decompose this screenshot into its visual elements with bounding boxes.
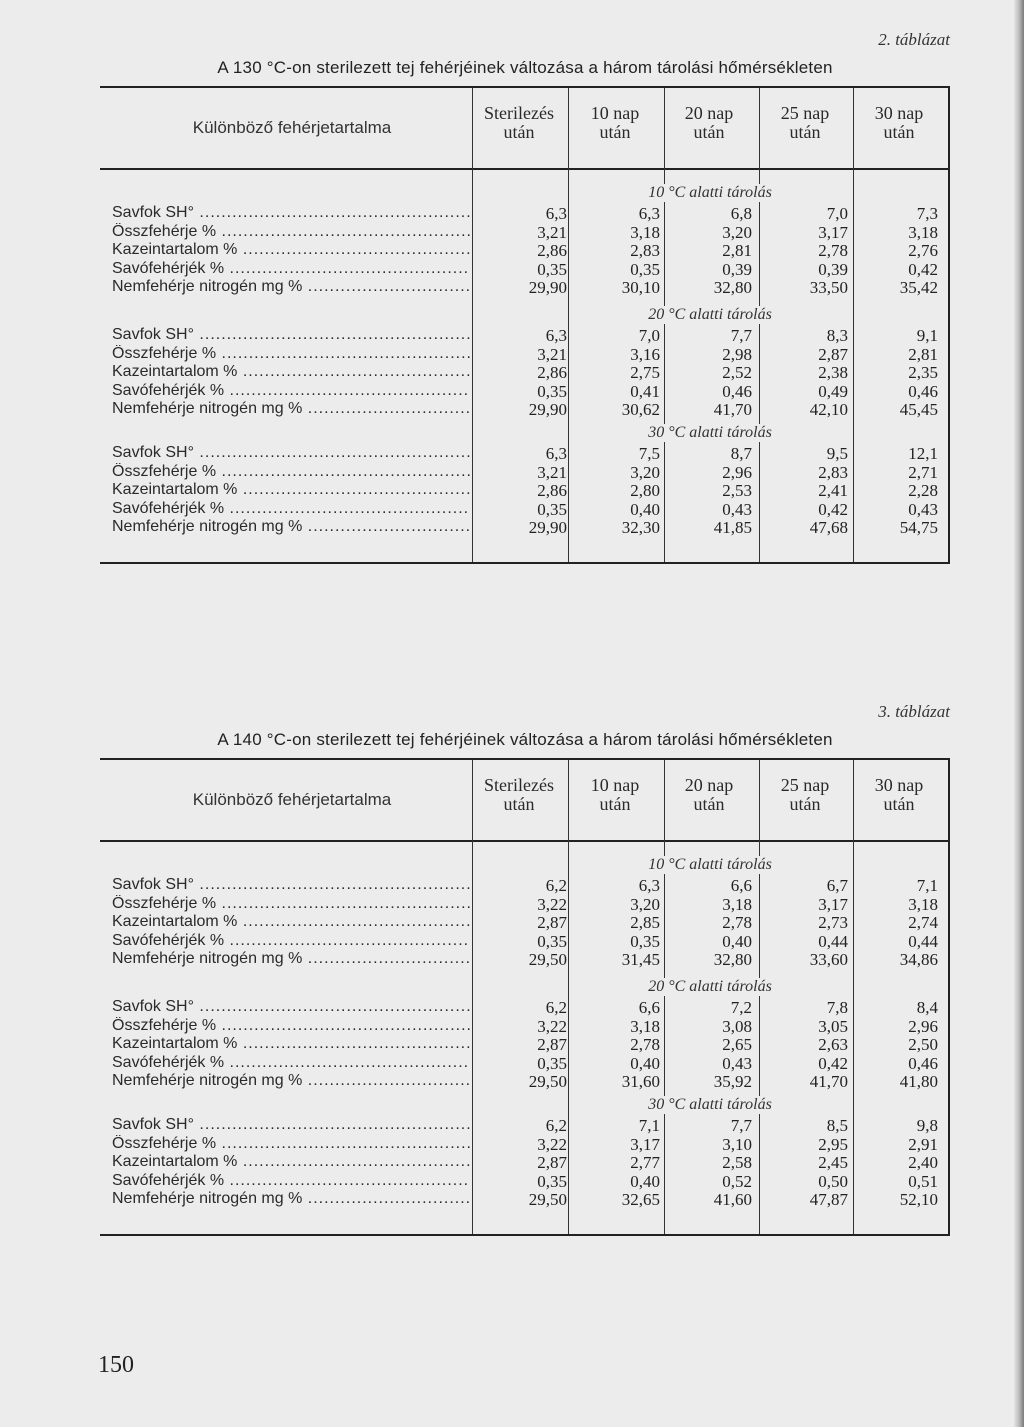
cell-value: 0,35 (537, 259, 567, 279)
cell-value: 3,05 (818, 1016, 848, 1036)
table-3-block (100, 702, 950, 1236)
cell-value: 0,40 (630, 1171, 660, 1191)
cell-value: 7,7 (730, 326, 752, 345)
header-column (568, 776, 662, 814)
cell-value: 2,87 (537, 1035, 567, 1054)
table-row (112, 1190, 948, 1209)
header-line-2: után (693, 794, 725, 814)
row-label: Savfok SH° ..... (112, 326, 470, 344)
table-row (112, 481, 948, 500)
header-line-1: 25 nap (780, 775, 830, 795)
cell-value: 3,21 (537, 222, 567, 242)
header-column (472, 776, 566, 814)
row-label: Savófehérjék % ..... (112, 500, 470, 518)
table-row (112, 204, 948, 223)
cell-value: 0,41 (630, 381, 660, 401)
row-label: Kazeintartalom % ..... (112, 241, 470, 259)
table-row (112, 998, 948, 1017)
cell-value: 0,40 (630, 499, 660, 519)
header-first-column: Különböző fehérjetartalma (192, 118, 392, 137)
table-header (100, 88, 948, 168)
row-label: Kazeintartalom % ..... (112, 363, 470, 381)
header-line-2: után (693, 122, 725, 142)
cell-value: 3,20 (630, 894, 660, 914)
cell-value: 2,50 (908, 1035, 938, 1054)
cell-value: 3,10 (722, 1134, 752, 1154)
cell-value: 6,6 (638, 998, 660, 1017)
cell-value: 31,60 (621, 1072, 660, 1091)
column-divider (759, 88, 760, 562)
cell-value: 2,96 (908, 1016, 938, 1036)
row-label: Nemfehérje nitrogén mg % ..... (112, 1072, 470, 1090)
cell-value: 3,20 (722, 222, 752, 242)
cell-value: 7,0 (638, 326, 660, 345)
row-label: Összfehérje % ..... (112, 345, 470, 363)
row-label: Kazeintartalom % ..... (112, 481, 470, 499)
cell-value: 3,22 (537, 1016, 567, 1036)
cell-value: 2,83 (818, 462, 848, 482)
cell-value: 3,17 (630, 1134, 660, 1154)
table-row (112, 382, 948, 401)
cell-value: 2,81 (722, 241, 752, 260)
cell-value: 2,58 (722, 1153, 752, 1172)
row-label: Nemfehérje nitrogén mg % ..... (112, 518, 470, 536)
header-line-2: után (883, 794, 915, 814)
table-2-block (100, 30, 950, 564)
cell-value: 3,22 (537, 1134, 567, 1154)
cell-value: 3,18 (630, 1016, 660, 1036)
cell-value: 3,16 (630, 344, 660, 364)
cell-value: 8,7 (730, 444, 752, 463)
row-label: Kazeintartalom % ..... (112, 1153, 470, 1171)
cell-value: 6,8 (730, 204, 752, 223)
row-label: Savófehérjék % ..... (112, 932, 470, 950)
column-divider (853, 88, 854, 562)
cell-value: 0,46 (722, 381, 752, 401)
table-caption: A 140 °C-on sterilezett tej fehérjéinek változása a három tárolási hőmérsékleten (217, 730, 833, 749)
row-label: Savófehérjék % ..... (112, 1054, 470, 1072)
cell-value: 0,44 (908, 931, 938, 951)
cell-value: 2,81 (908, 344, 938, 364)
cell-value: 0,49 (818, 381, 848, 401)
table-row (112, 326, 948, 345)
table-row (112, 278, 948, 297)
cell-value: 6,6 (730, 876, 752, 895)
cell-value: 3,17 (818, 222, 848, 242)
cell-value: 52,10 (899, 1190, 938, 1209)
table-row (112, 500, 948, 519)
table-row (112, 1135, 948, 1154)
column-divider (759, 760, 760, 1234)
header-column (758, 104, 852, 142)
row-label: Összfehérje % ..... (112, 1017, 470, 1035)
table-row (112, 1072, 948, 1091)
cell-value: 2,87 (818, 344, 848, 364)
row-label: Nemfehérje nitrogén mg % ..... (112, 278, 470, 296)
table-row (112, 223, 948, 242)
cell-value: 2,86 (537, 481, 567, 500)
cell-value: 0,42 (908, 259, 938, 279)
cell-value: 32,30 (621, 518, 660, 537)
cell-value: 8,3 (826, 326, 848, 345)
cell-value: 2,96 (722, 462, 752, 482)
header-column (758, 776, 852, 814)
cell-value: 6,3 (638, 876, 660, 895)
cell-value: 7,1 (638, 1116, 660, 1135)
cell-value: 7,8 (826, 998, 848, 1017)
table-row (112, 241, 948, 260)
cell-value: 0,35 (537, 1053, 567, 1073)
cell-value: 0,40 (630, 1053, 660, 1073)
header-line-2: után (883, 122, 915, 142)
header-line-1: 20 nap (684, 775, 734, 795)
cell-value: 2,28 (908, 481, 938, 500)
cell-value: 47,68 (809, 518, 848, 537)
header-line-1: 10 nap (590, 775, 640, 795)
table-row (112, 463, 948, 482)
cell-value: 2,74 (908, 913, 938, 932)
header-line-1: 30 nap (874, 103, 924, 123)
row-label: Savófehérjék % ..... (112, 260, 470, 278)
cell-value: 32,80 (713, 278, 752, 297)
cell-value: 29,90 (528, 400, 567, 419)
header-line-2: után (503, 794, 535, 814)
table-row (112, 1116, 948, 1135)
cell-value: 2,38 (818, 363, 848, 382)
cell-value: 2,80 (630, 481, 660, 500)
cell-value: 7,5 (638, 444, 660, 463)
cell-value: 2,87 (537, 1153, 567, 1172)
cell-value: 3,21 (537, 344, 567, 364)
table-row (112, 1054, 948, 1073)
table-body (100, 842, 948, 1234)
cell-value: 31,45 (621, 950, 660, 969)
column-divider (853, 760, 854, 1234)
row-label: Savfok SH° ..... (112, 204, 470, 222)
cell-value: 9,1 (916, 326, 938, 345)
row-label: Nemfehérje nitrogén mg % ..... (112, 950, 470, 968)
row-label: Nemfehérje nitrogén mg % ..... (112, 1190, 470, 1208)
column-divider (472, 88, 473, 562)
cell-value: 6,2 (545, 998, 567, 1017)
cell-value: 6,3 (545, 326, 567, 345)
cell-value: 30,62 (621, 400, 660, 419)
row-label: Nemfehérje nitrogén mg % ..... (112, 400, 470, 418)
cell-value: 29,50 (528, 1072, 567, 1091)
header-column (852, 104, 946, 142)
cell-value: 30,10 (621, 278, 660, 297)
cell-value: 0,42 (818, 1053, 848, 1073)
cell-value: 2,91 (908, 1134, 938, 1154)
group-title: 10 °C alatti tárolás (570, 856, 850, 874)
cell-value: 2,78 (722, 913, 752, 932)
row-label: Savfok SH° ..... (112, 1116, 470, 1134)
row-label: Savfok SH° ..... (112, 998, 470, 1016)
cell-value: 2,65 (722, 1035, 752, 1054)
cell-value: 0,46 (908, 381, 938, 401)
cell-value: 6,2 (545, 1116, 567, 1135)
column-divider (664, 760, 665, 1234)
header-line-1: 20 nap (684, 103, 734, 123)
group-title: 30 °C alatti tárolás (570, 424, 850, 442)
cell-value: 3,20 (630, 462, 660, 482)
cell-value: 0,35 (630, 259, 660, 279)
cell-value: 34,86 (899, 950, 938, 969)
cell-value: 0,50 (818, 1171, 848, 1191)
cell-value: 0,44 (818, 931, 848, 951)
cell-value: 2,53 (722, 481, 752, 500)
row-label: Savófehérjék % ..... (112, 382, 470, 400)
cell-value: 41,60 (713, 1190, 752, 1209)
cell-value: 2,45 (818, 1153, 848, 1172)
row-label: Savfok SH° ..... (112, 444, 470, 462)
cell-value: 2,78 (630, 1035, 660, 1054)
header-line-2: után (503, 122, 535, 142)
row-label: Savófehérjék % ..... (112, 1172, 470, 1190)
cell-value: 0,35 (630, 931, 660, 951)
cell-value: 2,76 (908, 241, 938, 260)
cell-value: 0,35 (537, 931, 567, 951)
table-row (112, 1153, 948, 1172)
cell-value: 3,21 (537, 462, 567, 482)
column-divider (664, 88, 665, 562)
table-row (112, 363, 948, 382)
cell-value: 0,39 (722, 259, 752, 279)
page-number: 150 (98, 1352, 134, 1378)
table-header (100, 760, 948, 840)
cell-value: 9,5 (826, 444, 848, 463)
cell-value: 3,08 (722, 1016, 752, 1036)
cell-value: 2,35 (908, 363, 938, 382)
cell-value: 2,77 (630, 1153, 660, 1172)
column-divider (568, 88, 569, 562)
cell-value: 2,71 (908, 462, 938, 482)
cell-value: 7,7 (730, 1116, 752, 1135)
page-edge-shadow (1014, 0, 1024, 1427)
table-frame (100, 86, 950, 564)
group-title: 20 °C alatti tárolás (570, 306, 850, 324)
header-column (662, 776, 756, 814)
cell-value: 33,50 (809, 278, 848, 297)
column-divider (568, 760, 569, 1234)
cell-value: 41,85 (713, 518, 752, 537)
table-row (112, 1035, 948, 1054)
table-row (112, 950, 948, 969)
cell-value: 2,98 (722, 344, 752, 364)
cell-value: 41,70 (809, 1072, 848, 1091)
cell-value: 7,3 (916, 204, 938, 223)
row-label: Összfehérje % ..... (112, 895, 470, 913)
cell-value: 32,80 (713, 950, 752, 969)
table-row (112, 932, 948, 951)
cell-value: 0,35 (537, 499, 567, 519)
cell-value: 8,5 (826, 1116, 848, 1135)
table-label: 3. táblázat (878, 702, 950, 721)
cell-value: 3,18 (908, 894, 938, 914)
cell-value: 2,95 (818, 1134, 848, 1154)
cell-value: 47,87 (809, 1190, 848, 1209)
cell-value: 0,39 (818, 259, 848, 279)
table-row (112, 345, 948, 364)
cell-value: 0,43 (908, 499, 938, 519)
cell-value: 7,2 (730, 998, 752, 1017)
table-row (112, 913, 948, 932)
header-line-2: után (789, 794, 821, 814)
header-line-1: 30 nap (874, 775, 924, 795)
row-label: Összfehérje % ..... (112, 223, 470, 241)
header-line-2: után (599, 122, 631, 142)
table-row (112, 400, 948, 419)
cell-value: 0,40 (722, 931, 752, 951)
row-label: Savfok SH° ..... (112, 876, 470, 894)
cell-value: 0,52 (722, 1171, 752, 1191)
header-line-1: 10 nap (590, 103, 640, 123)
header-column (662, 104, 756, 142)
cell-value: 9,8 (916, 1116, 938, 1135)
cell-value: 35,92 (713, 1072, 752, 1091)
cell-value: 8,4 (916, 998, 938, 1017)
cell-value: 3,18 (630, 222, 660, 242)
header-column (568, 104, 662, 142)
table-row (112, 876, 948, 895)
header-column (472, 104, 566, 142)
row-label: Összfehérje % ..... (112, 1135, 470, 1153)
cell-value: 2,85 (630, 913, 660, 932)
cell-value: 3,18 (908, 222, 938, 242)
table-row (112, 895, 948, 914)
table-frame (100, 758, 950, 1236)
cell-value: 7,0 (826, 204, 848, 223)
group-title: 10 °C alatti tárolás (570, 184, 850, 202)
cell-value: 29,90 (528, 518, 567, 537)
cell-value: 54,75 (899, 518, 938, 537)
table-row (112, 260, 948, 279)
cell-value: 41,80 (899, 1072, 938, 1091)
group-title: 30 °C alatti tárolás (570, 1096, 850, 1114)
cell-value: 3,22 (537, 894, 567, 914)
cell-value: 12,1 (908, 444, 938, 463)
cell-value: 0,46 (908, 1053, 938, 1073)
cell-value: 6,3 (545, 444, 567, 463)
cell-value: 7,1 (916, 876, 938, 895)
cell-value: 42,10 (809, 400, 848, 419)
row-label: Kazeintartalom % ..... (112, 1035, 470, 1053)
table-row (112, 1017, 948, 1036)
cell-value: 0,51 (908, 1171, 938, 1191)
cell-value: 2,86 (537, 241, 567, 260)
header-first-column: Különböző fehérjetartalma (192, 790, 392, 809)
cell-value: 6,2 (545, 876, 567, 895)
table-row (112, 1172, 948, 1191)
cell-value: 29,50 (528, 950, 567, 969)
cell-value: 3,17 (818, 894, 848, 914)
cell-value: 0,35 (537, 1171, 567, 1191)
cell-value: 2,40 (908, 1153, 938, 1172)
cell-value: 6,3 (545, 204, 567, 223)
cell-value: 6,7 (826, 876, 848, 895)
cell-value: 2,73 (818, 913, 848, 932)
cell-value: 29,90 (528, 278, 567, 297)
cell-value: 2,83 (630, 241, 660, 260)
cell-value: 0,43 (722, 1053, 752, 1073)
cell-value: 32,65 (621, 1190, 660, 1209)
cell-value: 0,43 (722, 499, 752, 519)
table-label: 2. táblázat (878, 30, 950, 49)
header-line-2: után (599, 794, 631, 814)
header-line-1: Sterilezés (484, 775, 554, 795)
cell-value: 29,50 (528, 1190, 567, 1209)
header-line-1: Sterilezés (484, 103, 554, 123)
cell-value: 3,18 (722, 894, 752, 914)
table-body (100, 170, 948, 562)
cell-value: 0,42 (818, 499, 848, 519)
header-line-2: után (789, 122, 821, 142)
table-row (112, 444, 948, 463)
cell-value: 6,3 (638, 204, 660, 223)
cell-value: 2,78 (818, 241, 848, 260)
row-label: Kazeintartalom % ..... (112, 913, 470, 931)
cell-value: 0,35 (537, 381, 567, 401)
table-row (112, 518, 948, 537)
cell-value: 41,70 (713, 400, 752, 419)
cell-value: 35,42 (899, 278, 938, 297)
cell-value: 45,45 (899, 400, 938, 419)
header-line-1: 25 nap (780, 103, 830, 123)
cell-value: 33,60 (809, 950, 848, 969)
group-title: 20 °C alatti tárolás (570, 978, 850, 996)
header-column (852, 776, 946, 814)
cell-value: 2,63 (818, 1035, 848, 1054)
row-label: Összfehérje % ..... (112, 463, 470, 481)
cell-value: 2,41 (818, 481, 848, 500)
table-caption: A 130 °C-on sterilezett tej fehérjéinek változása a három tárolási hőmérsékleten (217, 58, 833, 77)
cell-value: 2,87 (537, 913, 567, 932)
cell-value: 2,86 (537, 363, 567, 382)
cell-value: 2,75 (630, 363, 660, 382)
column-divider (472, 760, 473, 1234)
cell-value: 2,52 (722, 363, 752, 382)
